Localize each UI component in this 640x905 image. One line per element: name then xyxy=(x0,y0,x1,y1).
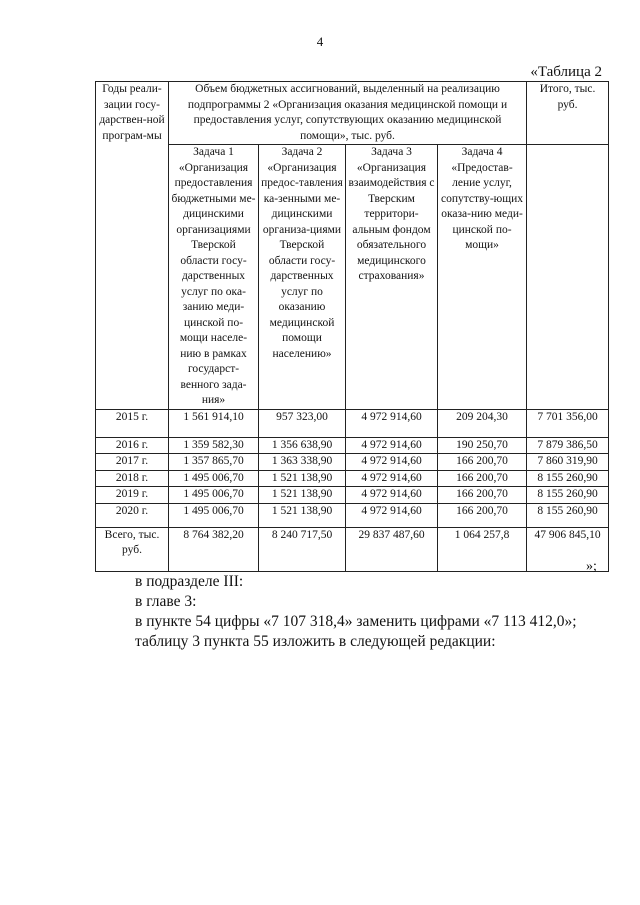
task-header-1 xyxy=(169,145,259,410)
task-header-2 xyxy=(259,145,346,410)
task2-value: 1 521 138,90 xyxy=(259,487,346,504)
total-row-label: Всего, тыс. руб. xyxy=(96,527,169,571)
task3-total: 29 837 487,60 xyxy=(346,527,438,571)
task2-value: 1 356 638,90 xyxy=(259,437,346,454)
task-header-4 xyxy=(438,145,527,410)
task2-value: 1 521 138,90 xyxy=(259,470,346,487)
total-value: 7 860 319,90 xyxy=(527,454,609,471)
year-cell: 2019 г. xyxy=(96,487,169,504)
table-row xyxy=(96,487,609,504)
task3-value: 4 972 914,60 xyxy=(346,454,438,471)
table-row xyxy=(96,437,609,454)
task3-value: 4 972 914,60 xyxy=(346,409,438,437)
task-title: Задача 3 xyxy=(371,146,412,158)
task-description: «Организация предоставления бюджетными ме-дицинскими организациями Тверской области госу-дарственных услуг по ока-занию меди-цинской по-мощи населе-нию в рамках государст-венного зада-ния» xyxy=(171,161,256,406)
task3-value: 4 972 914,60 xyxy=(346,487,438,504)
task3-value: 4 972 914,60 xyxy=(346,470,438,487)
total-value: 8 155 260,90 xyxy=(527,503,609,527)
years-header: Годы реали-зации госу-дарствен-ной програм-мы xyxy=(96,82,169,410)
year-cell: 2015 г. xyxy=(96,409,169,437)
total-value: 8 155 260,90 xyxy=(527,487,609,504)
paragraph: в подразделе III: xyxy=(135,573,244,590)
amendment-text xyxy=(135,572,577,652)
total-header-spacer xyxy=(527,145,609,410)
task1-value: 1 359 582,30 xyxy=(169,437,259,454)
page-number: 4 xyxy=(316,34,324,49)
table-label: «Таблица 2 xyxy=(530,64,602,80)
task1-total: 8 764 382,20 xyxy=(169,527,259,571)
table-row xyxy=(96,409,609,437)
task-description: «Организация взаимодействия с Тверским территори-альным фондом обязательного медицинского страхования» xyxy=(348,161,435,282)
task4-value: 166 200,70 xyxy=(438,470,527,487)
grand-total: 47 906 845,10 xyxy=(527,527,609,571)
task-title: Задача 4 xyxy=(461,146,503,158)
task2-total: 8 240 717,50 xyxy=(259,527,346,571)
task1-value: 1 495 006,70 xyxy=(169,470,259,487)
table-closing-mark: »; xyxy=(586,559,597,574)
total-value: 7 701 356,00 xyxy=(527,409,609,437)
total-value: 7 879 386,50 xyxy=(527,437,609,454)
tasks-header-row xyxy=(96,145,609,410)
table-row xyxy=(96,454,609,471)
task4-value: 166 200,70 xyxy=(438,487,527,504)
total-value: 8 155 260,90 xyxy=(527,470,609,487)
task4-value: 209 204,30 xyxy=(438,409,527,437)
task4-value: 166 200,70 xyxy=(438,454,527,471)
year-cell: 2018 г. xyxy=(96,470,169,487)
total-row xyxy=(96,527,609,571)
task-title: Задача 1 xyxy=(193,146,234,158)
task1-value: 1 495 006,70 xyxy=(169,487,259,504)
task4-value: 166 200,70 xyxy=(438,503,527,527)
table-row xyxy=(96,503,609,527)
table-row xyxy=(96,470,609,487)
task-title: Задача 2 xyxy=(281,146,323,158)
total-header: Итого, тыс. руб. xyxy=(527,82,609,145)
table-header-row xyxy=(96,82,609,145)
paragraph: таблицу 3 пункта 55 изложить в следующей редакции: xyxy=(135,633,496,650)
year-cell: 2020 г. xyxy=(96,503,169,527)
year-cell: 2016 г. xyxy=(96,437,169,454)
year-cell: 2017 г. xyxy=(96,454,169,471)
budget-table xyxy=(95,81,609,572)
task2-value: 1 521 138,90 xyxy=(259,503,346,527)
task1-value: 1 357 865,70 xyxy=(169,454,259,471)
task1-value: 1 495 006,70 xyxy=(169,503,259,527)
task4-value: 190 250,70 xyxy=(438,437,527,454)
budget-header: Объем бюджетных ассигнований, выделенный на реализацию подпрограммы 2 «Организация оказания медицинской помощи и предоставления услуг, сопутствующих оказанию медицинской помощи», тыс. руб. xyxy=(169,82,527,145)
task2-value: 957 323,00 xyxy=(259,409,346,437)
task-description: «Предостав-ление услуг, сопутству-ющих оказа-нию меди-цинской по-мощи» xyxy=(441,161,524,251)
task3-value: 4 972 914,60 xyxy=(346,437,438,454)
paragraph: в пункте 54 цифры «7 107 318,4» заменить цифрами «7 113 412,0»; xyxy=(135,613,577,630)
task2-value: 1 363 338,90 xyxy=(259,454,346,471)
task1-value: 1 561 914,10 xyxy=(169,409,259,437)
task-description: «Организация предос-тавления ка-зенными ме-дицинскими организа-циями Тверской области госу-дарственных услуг по оказанию медицинской помощи населению» xyxy=(261,161,343,360)
task-header-3 xyxy=(346,145,438,410)
task3-value: 4 972 914,60 xyxy=(346,503,438,527)
paragraph: в главе 3: xyxy=(135,593,197,610)
task4-total: 1 064 257,8 xyxy=(438,527,527,571)
